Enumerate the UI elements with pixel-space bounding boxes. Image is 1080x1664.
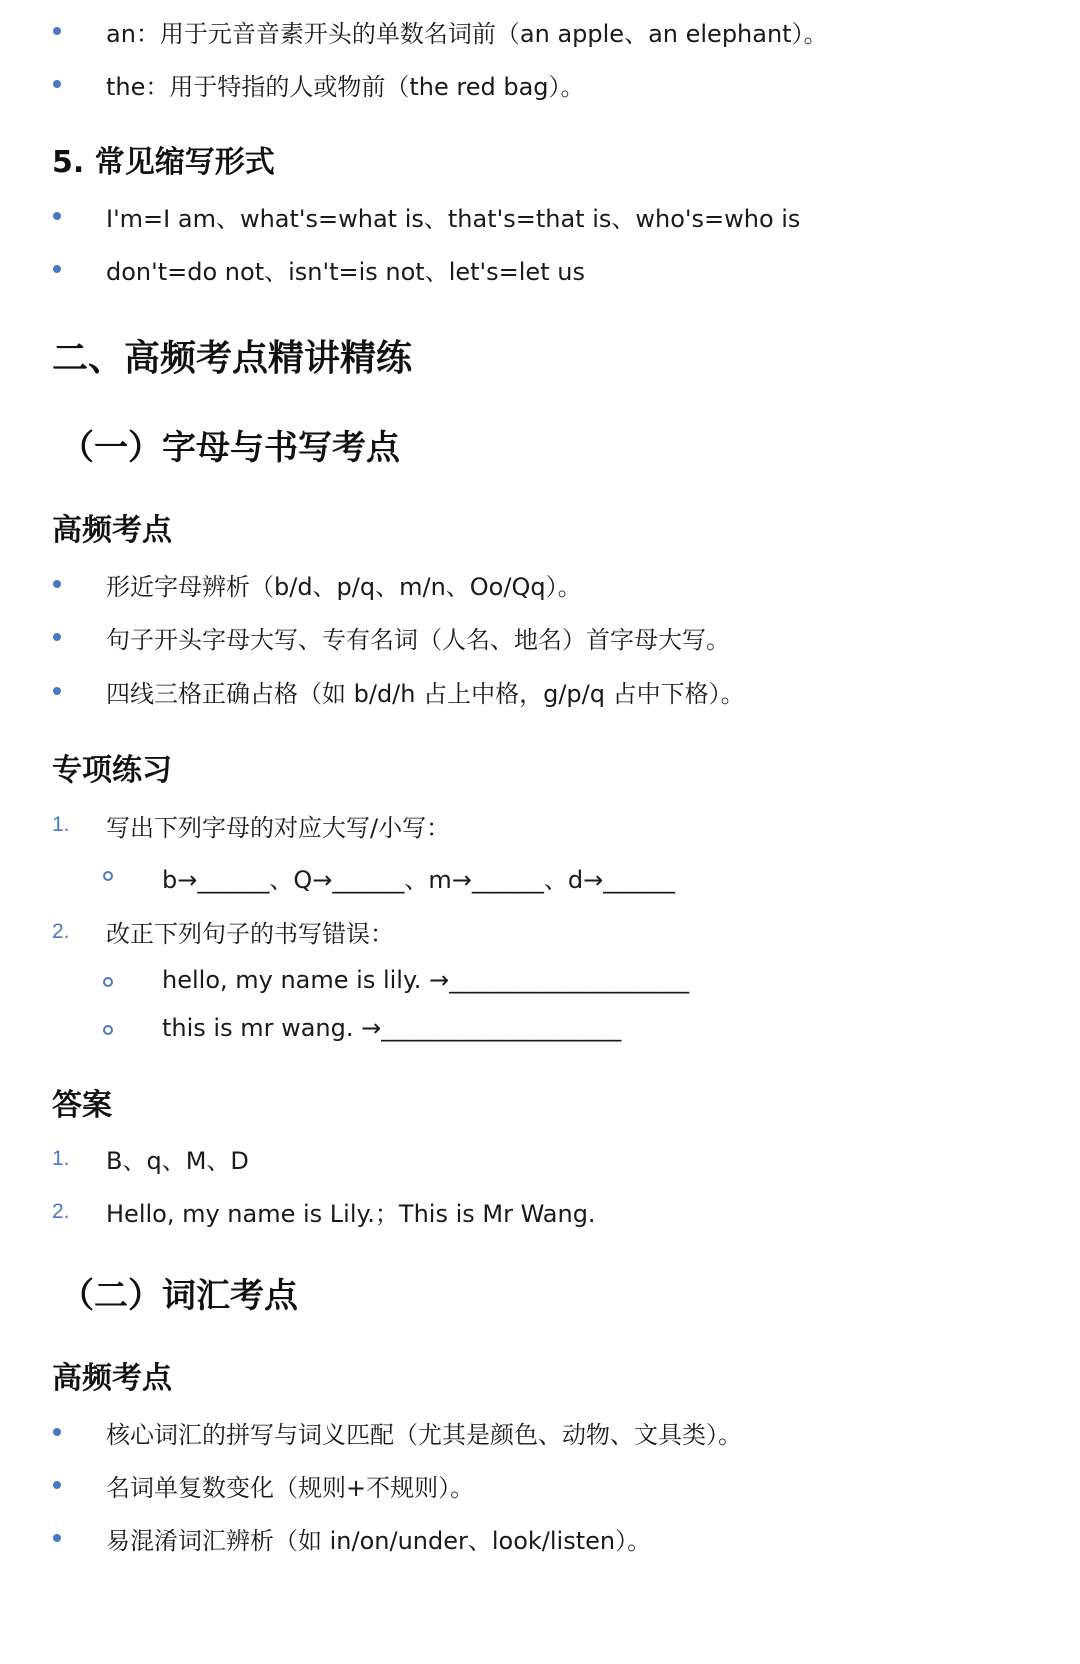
circle-bullet-icon — [103, 1025, 113, 1035]
key-points-heading: 高频考点 — [52, 1361, 172, 1396]
list-item-text: 四线三格正确占格（如 b/d/h 占上中格，g/p/q 占中下格）。 — [106, 680, 745, 708]
bullet-icon — [53, 1481, 61, 1489]
chapter-heading: 二、高频考点精讲精练 — [52, 338, 413, 379]
list-item-text: 句子开头字母大写、专有名词（人名、地名）首字母大写。 — [106, 626, 730, 654]
subsection-heading: （二）词汇考点 — [60, 1276, 298, 1316]
list-item-text: 名词单复数变化（规则+不规则）。 — [106, 1474, 475, 1502]
bullet-icon — [53, 1534, 61, 1542]
practice-heading: 专项练习 — [52, 753, 172, 788]
circle-bullet-icon — [103, 871, 113, 881]
bullet-icon — [53, 212, 61, 220]
subsection-heading: （一）字母与书写考点 — [60, 428, 400, 468]
bullet-icon — [53, 265, 61, 273]
bullet-icon — [53, 633, 61, 641]
sub-list-item-text: hello, my name is lily. →____________________ — [162, 966, 690, 994]
list-item-text: don't=do not、isn't=is not、let's=let us — [106, 258, 585, 286]
section-heading: 5. 常见缩写形式 — [52, 145, 275, 180]
item-number: 1. — [52, 1147, 70, 1170]
key-points-heading: 高频考点 — [52, 513, 172, 548]
bullet-icon — [53, 1428, 61, 1436]
item-number: 2. — [52, 1200, 70, 1223]
numbered-item-text: 写出下列字母的对应大写/小写： — [106, 814, 451, 842]
answer-text: B、q、M、D — [106, 1147, 249, 1175]
list-item-text: 易混淆词汇辨析（如 in/on/under、look/listen）。 — [106, 1527, 652, 1555]
list-item-text: the：用于特指的人或物前（the red bag）。 — [106, 73, 585, 101]
answer-heading: 答案 — [52, 1088, 112, 1123]
sub-list-item-text: this is mr wang. →____________________ — [162, 1014, 622, 1042]
item-number: 1. — [52, 813, 70, 836]
bullet-icon — [53, 27, 61, 35]
circle-bullet-icon — [103, 977, 113, 987]
numbered-item-text: 改正下列句子的书写错误： — [106, 920, 394, 948]
list-item-text: an：用于元音音素开头的单数名词前（an apple、an elephant）。 — [106, 20, 828, 48]
bullet-icon — [53, 80, 61, 88]
bullet-icon — [53, 580, 61, 588]
item-number: 2. — [52, 920, 70, 943]
bullet-icon — [53, 687, 61, 695]
list-item-text: 形近字母辨析（b/d、p/q、m/n、Oo/Qq）。 — [106, 573, 582, 601]
sub-list-item-text: b→______、Q→______、m→______、d→______ — [162, 866, 676, 894]
answer-text: Hello, my name is Lily.；This is Mr Wang. — [106, 1200, 596, 1228]
list-item-text: I'm=I am、what's=what is、that's=that is、who's=who is — [106, 205, 801, 233]
list-item-text: 核心词汇的拼写与词义匹配（尤其是颜色、动物、文具类）。 — [106, 1421, 742, 1449]
